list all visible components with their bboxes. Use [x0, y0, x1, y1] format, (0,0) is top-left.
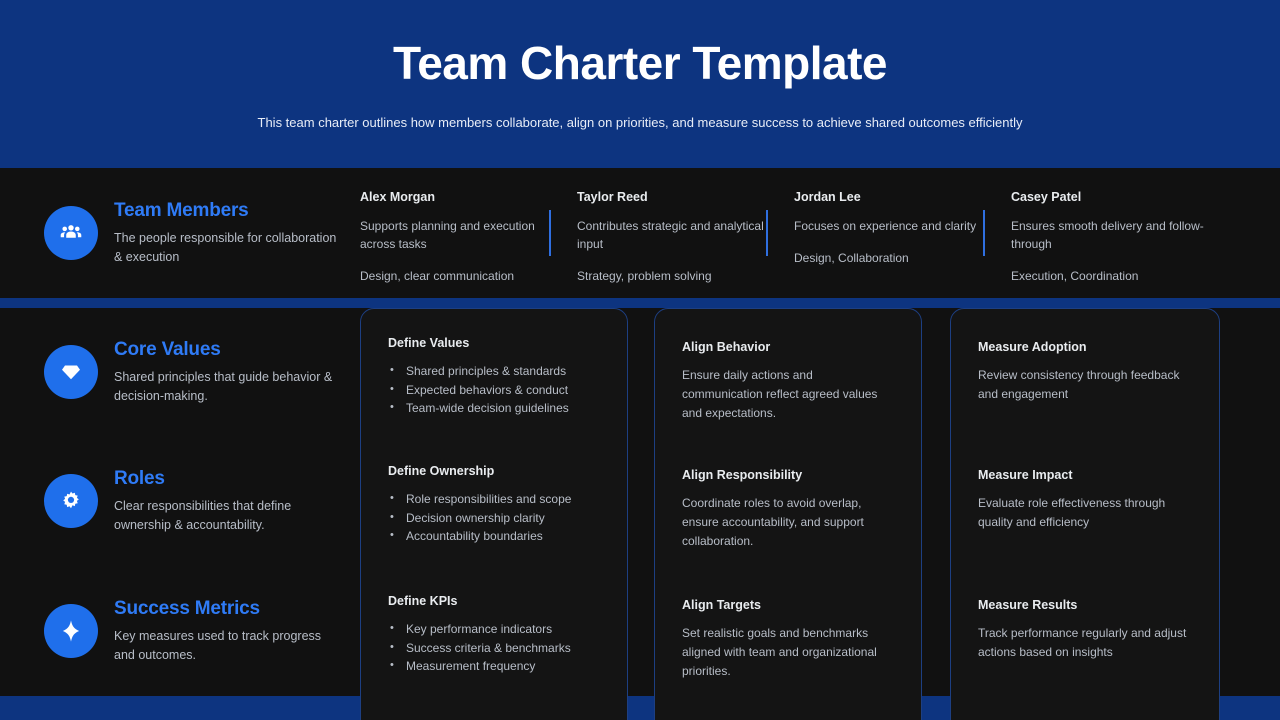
- member-card[interactable]: [794, 190, 1011, 265]
- section-label-core-values[interactable]: [0, 308, 360, 436]
- section-label-roles[interactable]: [0, 436, 360, 566]
- member-name: Alex Morgan: [360, 190, 436, 204]
- member-role: Contributes strategic and analytical input: [577, 219, 764, 251]
- cell-body: Track performance regularly and adjust actions based on insights: [978, 626, 1187, 659]
- member-tags: Strategy, problem solving: [577, 269, 712, 283]
- page-subtitle: This team charter outlines how members collaborate, align on priorities, and measure success to achieve shared outcomes efficiently: [257, 115, 1023, 131]
- section-title: Core Values: [114, 338, 221, 360]
- cell-content: [682, 566, 894, 681]
- section-title: Team Members: [114, 199, 249, 221]
- cell-define-kpis[interactable]: [360, 566, 628, 696]
- row-roles: [0, 436, 1280, 566]
- cell-content: [388, 308, 600, 418]
- member-divider: [766, 210, 768, 256]
- cell-title: Measure Results: [978, 598, 1078, 612]
- member-card[interactable]: [577, 190, 794, 283]
- list-item: • Key performance indicators: [388, 620, 600, 639]
- member-role: Supports planning and execution across tasks: [360, 219, 535, 251]
- diamond-icon: [44, 345, 98, 399]
- cell-define-ownership[interactable]: [360, 436, 628, 566]
- member-divider: [549, 210, 551, 256]
- section-label-text: [114, 200, 344, 267]
- cell-title: Measure Impact: [978, 468, 1073, 482]
- gear-icon: [44, 474, 98, 528]
- member-card[interactable]: [360, 190, 577, 283]
- list-item: • Shared principles & standards: [388, 362, 600, 381]
- section-label-text: [114, 598, 344, 665]
- member-card[interactable]: [1011, 190, 1228, 283]
- section-label-text: [114, 468, 344, 535]
- section-description: Shared principles that guide behavior & decision-making.: [114, 369, 333, 403]
- cell-title: Measure Adoption: [978, 340, 1087, 354]
- list-item: • Success criteria & benchmarks: [388, 639, 600, 658]
- cell-title: Define Ownership: [388, 464, 495, 478]
- member-name: Taylor Reed: [577, 190, 648, 204]
- cell-bullet-list: [388, 620, 600, 676]
- cell-body: Ensure daily actions and communication reflect agreed values and expectations.: [682, 368, 878, 420]
- member-name: Jordan Lee: [794, 190, 861, 204]
- cell-bullet-list: [388, 362, 600, 418]
- cell-body: Review consistency through feedback and engagement: [978, 368, 1180, 401]
- row-success-metrics: [0, 566, 1280, 696]
- section-title: Success Metrics: [114, 597, 260, 619]
- cell-body: Set realistic goals and benchmarks aligned with team and organizational priorities.: [682, 626, 877, 678]
- list-item: • Team-wide decision guidelines: [388, 399, 600, 418]
- cell-content: [682, 436, 894, 551]
- section-description: Key measures used to track progress and outcomes.: [114, 628, 322, 662]
- member-tags: Execution, Coordination: [1011, 269, 1139, 283]
- cell-content: [978, 308, 1192, 404]
- cell-align-behavior[interactable]: [654, 308, 922, 436]
- cell-title: Define KPIs: [388, 594, 458, 608]
- cell-content: [388, 436, 600, 546]
- member-tags: Design, Collaboration: [794, 251, 909, 265]
- cell-title: Align Responsibility: [682, 468, 803, 482]
- team-members-list: [360, 168, 1280, 298]
- row-core-values: [0, 308, 1280, 436]
- people-icon: [44, 206, 98, 260]
- cell-title: Define Values: [388, 336, 470, 350]
- cell-measure-results[interactable]: [950, 566, 1220, 696]
- member-role: Ensures smooth delivery and follow-through: [1011, 219, 1204, 251]
- member-tags: Design, clear communication: [360, 269, 515, 283]
- cell-content: [388, 566, 600, 676]
- cell-body: Coordinate roles to avoid overlap, ensure accountability, and support collaboration.: [682, 496, 864, 548]
- cell-align-responsibility[interactable]: [654, 436, 922, 566]
- cell-title: Align Targets: [682, 598, 761, 612]
- cell-content: [978, 436, 1192, 532]
- row-team-members: [0, 168, 1280, 298]
- charter-board: [0, 168, 1280, 720]
- page-title: Team Charter Template: [393, 37, 887, 89]
- cell-bullet-list: [388, 490, 600, 546]
- charter-rows: [0, 168, 1280, 720]
- cell-measure-impact[interactable]: [950, 436, 1220, 566]
- slide-header: [0, 0, 1280, 168]
- section-label-team-members[interactable]: [0, 168, 360, 298]
- section-title: Roles: [114, 467, 165, 489]
- list-item: • Measurement frequency: [388, 657, 600, 676]
- section-label-success-metrics[interactable]: [0, 566, 360, 696]
- sparkle-icon: [44, 604, 98, 658]
- section-label-text: [114, 339, 344, 406]
- section-description: The people responsible for collaboration & execution: [114, 230, 337, 264]
- cell-measure-adoption[interactable]: [950, 308, 1220, 436]
- cell-align-targets[interactable]: [654, 566, 922, 696]
- cell-define-values[interactable]: [360, 308, 628, 436]
- cell-content: [682, 308, 894, 423]
- cell-content: [978, 566, 1192, 662]
- section-description: Clear responsibilities that define ownership & accountability.: [114, 498, 292, 532]
- list-item: • Expected behaviors & conduct: [388, 381, 600, 400]
- member-role: Focuses on experience and clarity: [794, 219, 977, 233]
- list-item: • Role responsibilities and scope: [388, 490, 600, 509]
- member-name: Casey Patel: [1011, 190, 1082, 204]
- list-item: • Accountability boundaries: [388, 527, 600, 546]
- cell-title: Align Behavior: [682, 340, 771, 354]
- member-divider: [983, 210, 985, 256]
- cell-body: Evaluate role effectiveness through quality and efficiency: [978, 496, 1166, 529]
- list-item: • Decision ownership clarity: [388, 509, 600, 528]
